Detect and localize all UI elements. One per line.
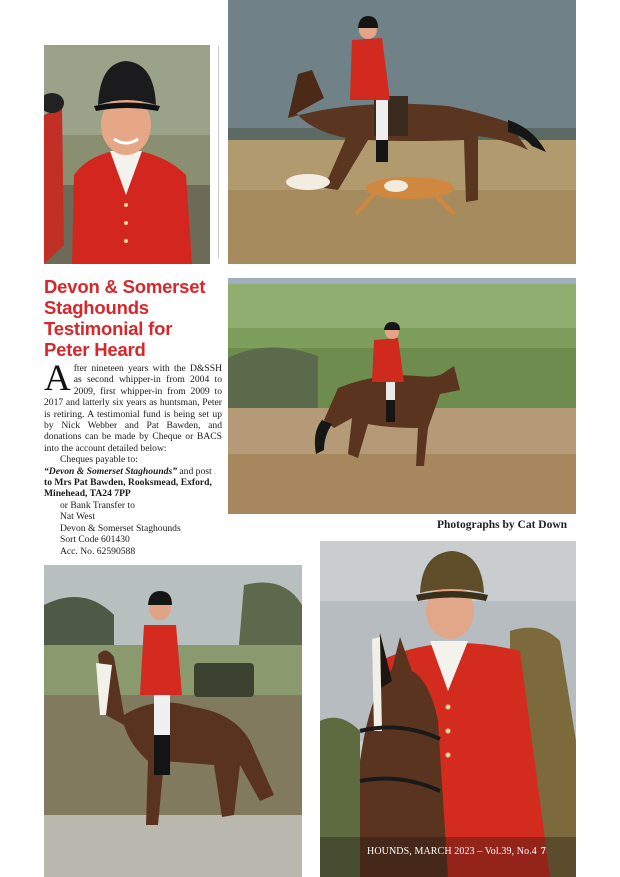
address-line-1: to Mrs Pat Bawden, Rooksmead, Exford,: [44, 477, 212, 489]
bank-label: or Bank Transfer to: [60, 499, 135, 511]
page-footer: [367, 846, 546, 857]
post-word: and post: [179, 465, 212, 477]
payee-line: [44, 466, 222, 477]
photo-huntsman-in-field: [228, 278, 576, 514]
photo-huntsman-mounted-closeup: [320, 541, 576, 877]
footer-publication: HOUNDS, MARCH 2023 – Vol.39, No.4: [367, 846, 537, 857]
article-intro-text: fter nineteen years with the D&SSH as second whipper-in from 2004 to 2009, first whipper-in from 2009 to 2017 and latterly six years as huntsman, Peter is retiring. A testimonial fund is being set up by Nick Webber and Pat Bawden, and donations can be made by Cheque or BACS into the account detailed below:: [44, 363, 222, 454]
address-line-2: Minehead, TA24 7PP: [44, 488, 131, 500]
article-headline: Devon & Somerset Staghounds Testimonial for Peter Heard: [44, 276, 206, 360]
photo-huntsman-portrait: [44, 45, 210, 264]
article-intro: [44, 358, 222, 454]
photo-riding-toward-camera: [44, 565, 302, 877]
page-number: 7: [540, 846, 547, 857]
vertical-rule: [218, 46, 219, 258]
photo-credit: Photographs by Cat Down: [437, 519, 568, 531]
photo-riding-with-hounds: [228, 0, 576, 264]
payee-name: “Devon & Somerset Staghounds”: [44, 465, 178, 477]
article-body: [44, 358, 222, 557]
drop-cap: A: [44, 358, 71, 399]
cheques-label: Cheques payable to:: [60, 454, 138, 466]
sort-code: Sort Code 601430: [60, 534, 130, 546]
account-number: Acc. No. 62590588: [60, 545, 136, 557]
bank-name: Nat West: [60, 511, 96, 523]
account-name: Devon & Somerset Staghounds: [60, 522, 181, 534]
